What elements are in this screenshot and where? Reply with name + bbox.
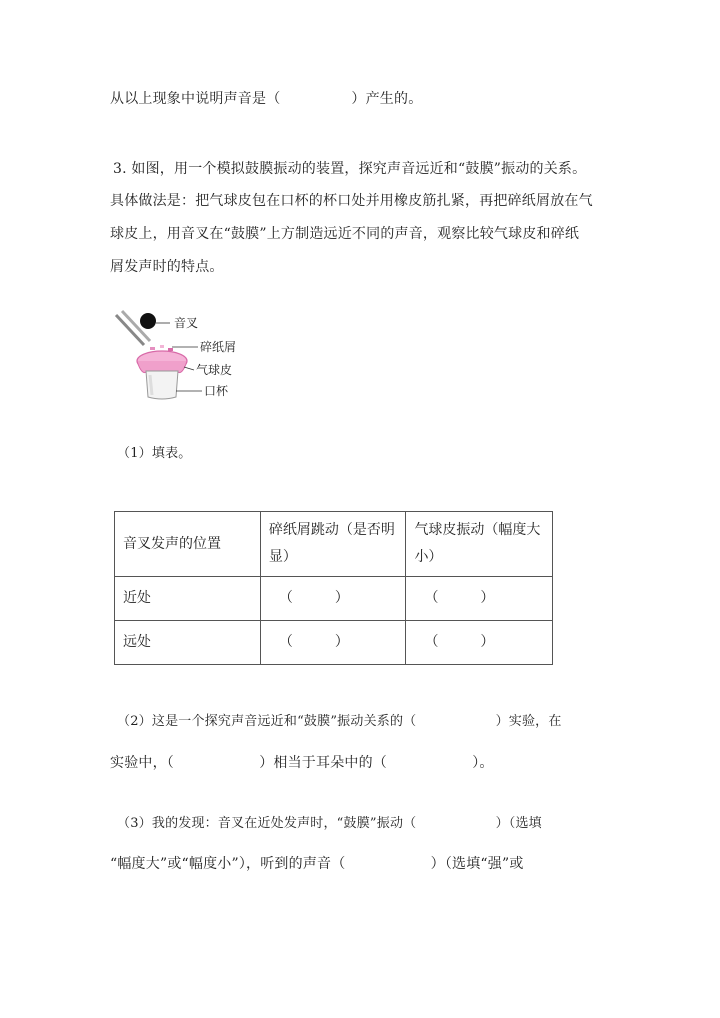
cell-balloon-far-blank[interactable]: （ ） <box>406 621 553 665</box>
header-paper-jump-line-2: 显） <box>268 549 297 565</box>
label-tuning-fork: 音叉 <box>174 316 199 330</box>
header-fork-position: 音叉发声的位置 <box>115 512 261 577</box>
cell-position-near: 近处 <box>115 577 261 621</box>
observation-table <box>114 511 553 665</box>
part-3-line-1: （3）我的发现：音叉在近处发声时，“鼓膜”振动（ ）（选填 <box>117 816 542 831</box>
table-row <box>115 621 553 665</box>
part-2-line-2: 实验中，（ ）相当于耳朵中的（ ）。 <box>110 755 494 771</box>
question-3-line-3: 球皮上，用音叉在“鼓膜”上方制造远近不同的声音，观察比较气球皮和碎纸 <box>110 226 580 242</box>
question-3-line-1: 3. 如图，用一个模拟鼓膜振动的装置，探究声音远近和“鼓膜”振动的关系。 <box>113 161 587 177</box>
table-header-row <box>115 512 553 577</box>
intro-line: 从以上现象中说明声音是（ ）产生的。 <box>110 91 423 107</box>
question-3-line-2: 具体做法是：把气球皮包在口杯的杯口处并用橡皮筋扎紧，再把碎纸屑放在气 <box>110 193 593 209</box>
cell-paper-near-blank[interactable]: （ ） <box>260 577 406 621</box>
table-row <box>115 577 553 621</box>
experiment-figure <box>112 305 262 405</box>
question-3-line-4: 屑发声时的特点。 <box>110 259 224 275</box>
cell-position-far: 远处 <box>115 621 261 665</box>
header-balloon-vibration-line-2: 小） <box>414 549 443 565</box>
part-1-label: （1）填表。 <box>117 446 192 461</box>
cup-icon <box>146 371 178 399</box>
label-cup: 口杯 <box>204 384 229 398</box>
header-paper-jump-line-1: 碎纸屑跳动（是否明 <box>268 522 395 539</box>
cell-paper-far-blank[interactable]: （ ） <box>260 621 406 665</box>
cell-balloon-near-blank[interactable]: （ ） <box>406 577 553 621</box>
tuning-fork-icon <box>116 311 156 345</box>
label-paper-scraps: 碎纸屑 <box>200 340 237 354</box>
part-3-line-2: “幅度大”或“幅度小”），听到的声音（ ）（选填“强”或 <box>110 856 524 872</box>
part-2-line-1: （2）这是一个探究声音远近和“鼓膜”振动关系的（ ）实验，在 <box>117 714 562 729</box>
header-paper-jump <box>260 512 406 577</box>
header-balloon-vibration-line-1: 气球皮振动（幅度大 <box>414 522 541 539</box>
label-balloon-skin: 气球皮 <box>196 363 233 377</box>
paper-scraps-icon <box>150 345 173 351</box>
header-balloon-vibration <box>406 512 553 577</box>
